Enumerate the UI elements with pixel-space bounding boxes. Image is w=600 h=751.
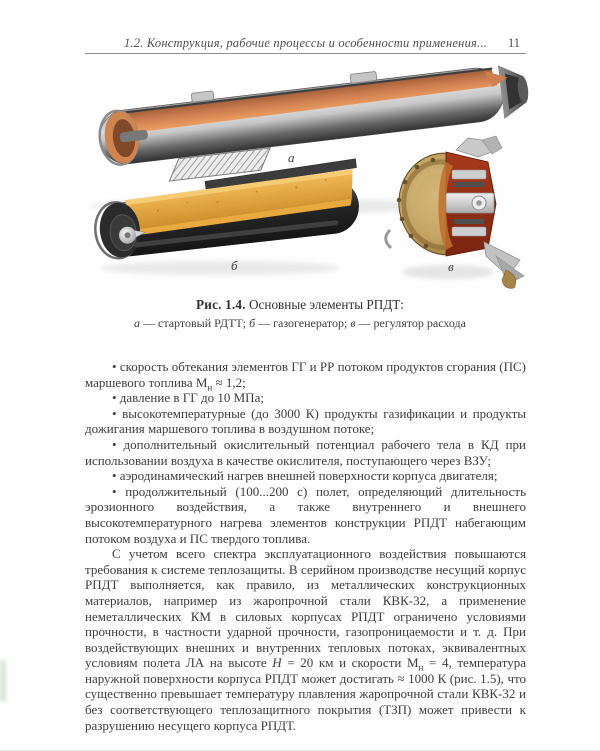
figure-legend: а — стартовый РДТТ; б — газогенератор; в — регулятор расхода (134, 316, 466, 330)
page-number: 11 (507, 36, 520, 50)
figure-caption-text: Основные элементы РПДТ: (245, 297, 404, 312)
figure-1-4-illustration (60, 56, 540, 294)
bullet-item: • аэродинамический нагрев внешней поверхности корпуса двигателя; (112, 468, 498, 484)
chapter-title: 1.2. Конструкция, рабочие процессы и особенности применения... (123, 36, 488, 50)
header-rule (85, 53, 526, 54)
scan-artifact (0, 660, 6, 702)
bullet-item: • продолжительный (100...200 с) полет, определяющий длительность эрозионного воздействия, а также внутреннего и внешнего высокотемпературного нагрева элементов конструкции РПДТ набегающим потоком воздуха и ПС твердого топлива. (85, 483, 526, 546)
figure-caption-number: Рис. 1.4. (196, 297, 246, 312)
body-text (85, 359, 526, 733)
figure-part-label-a: а (288, 150, 295, 165)
bullet-item: • дополнительный окислительный потенциал рабочего тела в КД при использовании воздуха в качестве окислителя, поступающего через ВЗУ; (85, 436, 526, 468)
figure-caption (40, 297, 560, 313)
bullet-item: • скорость обтекания элементов ГГ и РР потоком продуктов сгорания (ПС) маршевого топлива $М_н \approx 1,2$; (85, 359, 526, 393)
bullet-item: • высокотемпературные (до 3000 К) продукты газификации и продукты дожигания маршевого топлива в воздушном потоке; (85, 405, 526, 437)
figure-part-label-v: в (448, 259, 454, 274)
figure-part-label-b: б (231, 258, 238, 273)
body-paragraph: С учетом всего спектра эксплуатационного воздействия повышаются требования к системе теплозащиты. В серийном производстве несущий корпус РПДТ выполняется, как правило, из металлических конструкционных материалов, например из жаропрочной стали КВК-32, а применение неметаллических КМ в силовых корпусах РПДТ ограничено условиями прочности, в частности ударной прочности, газопроницаемости и т. д. При воздействующих внешних и внутренних тепловых потоках, эквивалентных условиям полета ЛА на высоте H = 20 км и скорости $М_н = 4$, температура наружной поверхности корпуса РПДТ может достигать ≈ 1000 К (рис. 1.5), что существенно превышает температуру плавления жаропрочной стали КВК-32 и без соответствующего теплозащитного покрытия (ТЗП) может привести к разрушению несущего корпуса РПДТ. (85, 546, 526, 733)
gas-generator-shadow (100, 261, 340, 275)
running-header (85, 36, 526, 52)
bullet-item: • давление в ГГ до 10 МПа; (112, 390, 264, 406)
